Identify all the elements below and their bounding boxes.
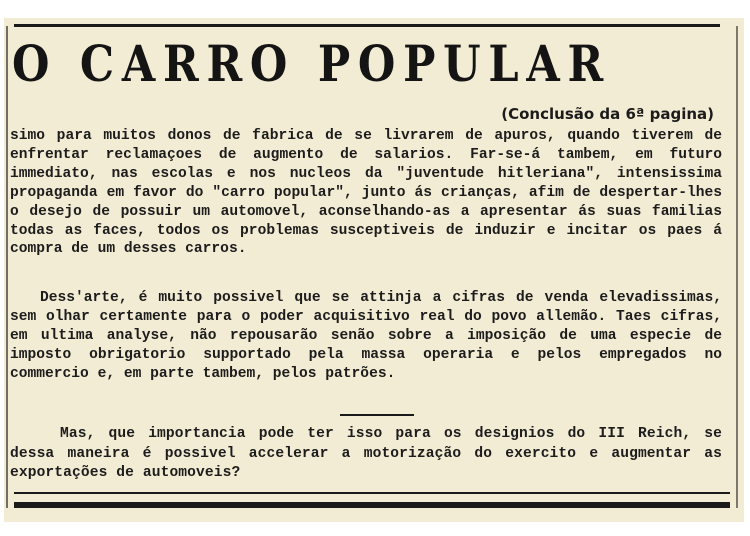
right-border-rule [736, 26, 738, 508]
article-paragraph-3 [10, 425, 722, 484]
continuation-note: (Conclusão da 6ª pagina) [501, 105, 714, 123]
article-headline: O CARRO POPULAR [12, 34, 611, 93]
article-paragraph-2 [10, 289, 722, 384]
article-paragraph-1 [10, 127, 722, 259]
paragraph-text: Mas, que importancia pode ter isso para os designios do III Reich, se dessa maneira é possivel accelerar a motorização do exercito e augmentar as exportações de automoveis? [10, 426, 722, 481]
bottom-rule-thick [14, 502, 730, 508]
bottom-rule-thin [14, 492, 730, 494]
paragraph-text: simo para muitos donos de fabrica de se livrarem de apuros, quando tiverem de enfrentar reclamaçoes de augmento de salarios. Far-se-á tambem, em futuro immediato, nas escolas e nos nucleos da "juventude hitleriana", intensissima propaganda em favor do "carro popular", junto ás crianças, afim de despertar-lhes o desejo de possuir um automovel, aconselhando-as a apresentar ás suas familias todas as faces, todos os problemas susceptiveis de induzir e incitar os paes á compra de um desses carros. [10, 128, 722, 258]
paragraph-text: Dess'arte, é muito possivel que se attinja a cifras de venda elevadissimas, sem olhar certamente para o poder acquisitivo real do povo allemão. Taes cifras, em ultima analyse, não repousarão senão sobre a imposição de uma especie de imposto obrigatorio supportado pela massa operaria e pelos empregados no commercio e, em parte tambem, pelos patrões. [10, 290, 722, 382]
left-border-rule [6, 26, 8, 508]
top-rule [14, 24, 720, 27]
section-divider [340, 414, 414, 416]
